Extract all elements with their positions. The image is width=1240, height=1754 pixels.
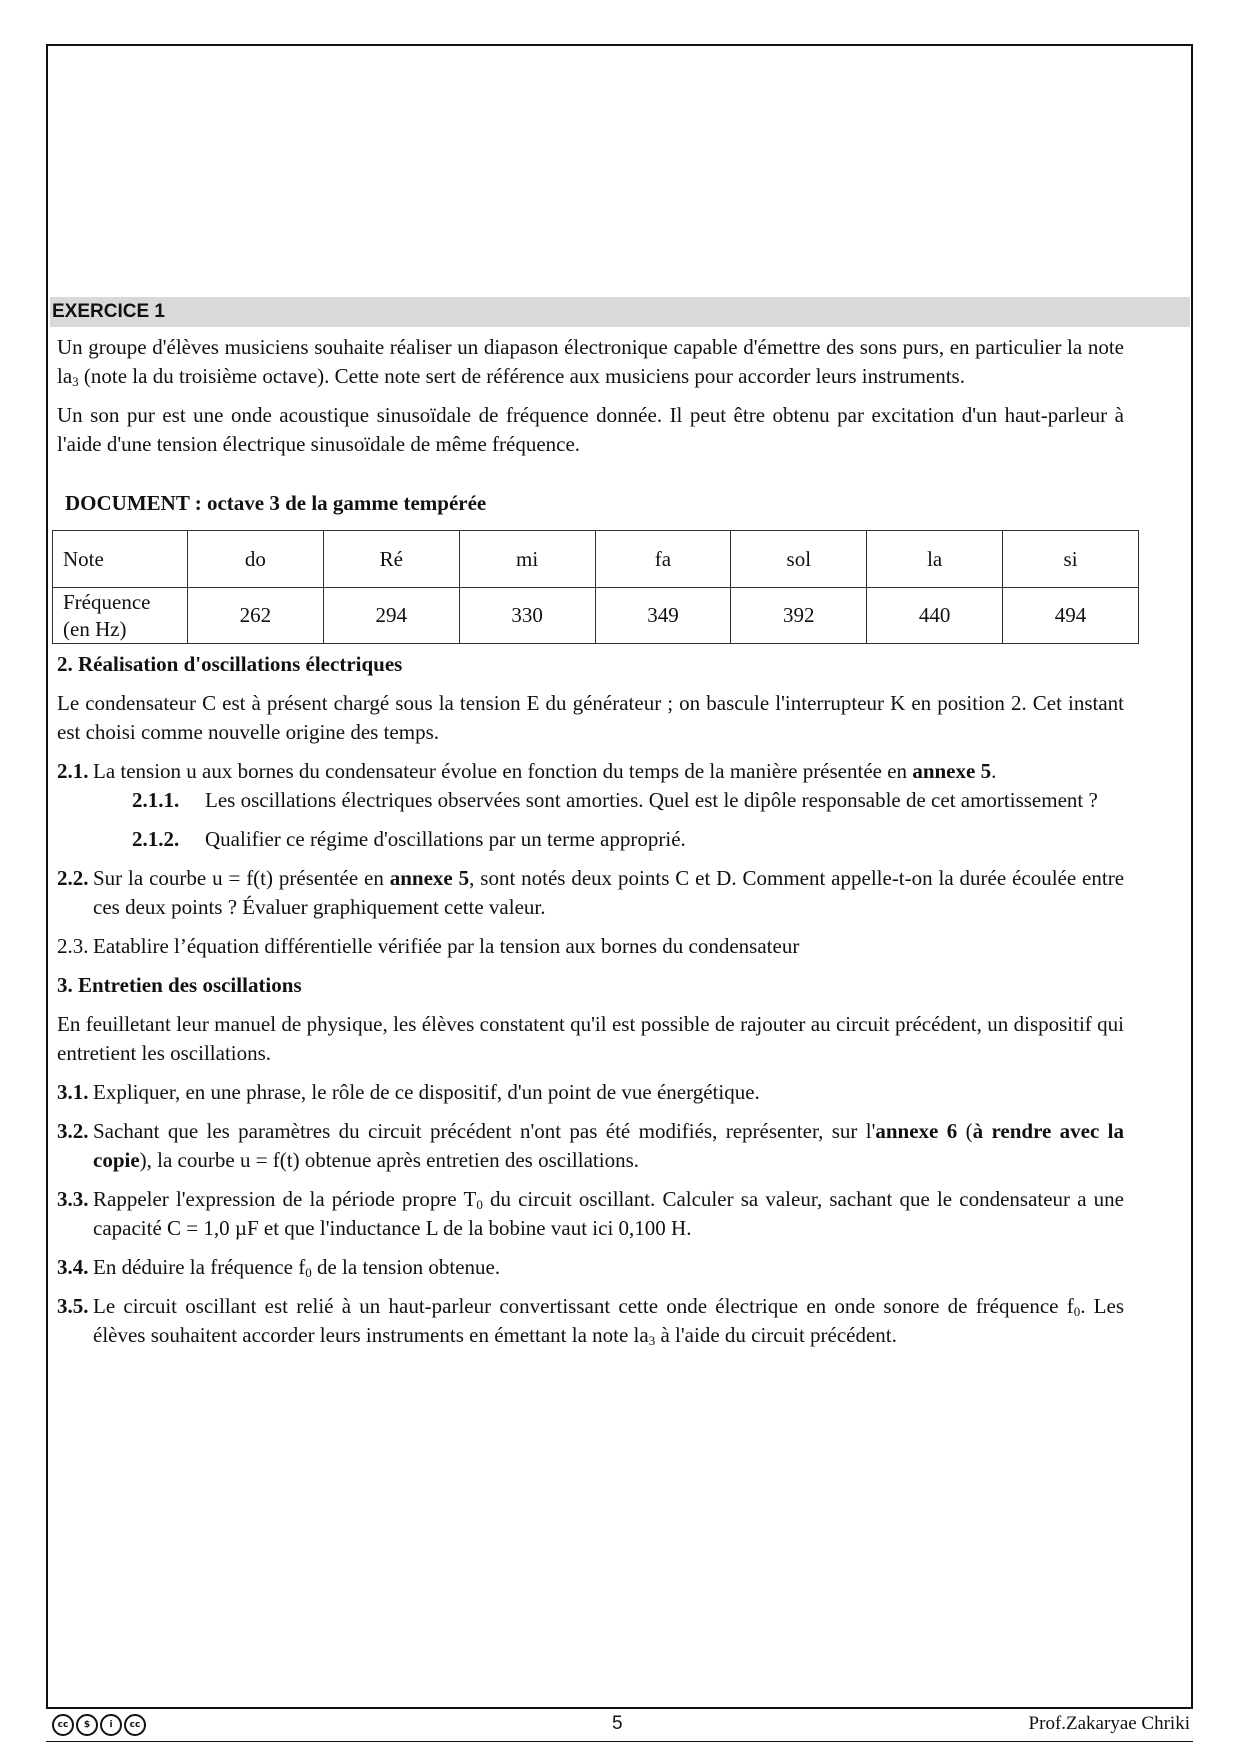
question-number: 3.5. [57, 1294, 89, 1318]
question-3-1: 3.1. Expliquer, en une phrase, le rôle de ce dispositif, d'un point de vue énergétique. [57, 1078, 1124, 1107]
question-2-2: 2.2. Sur la courbe u = f(t) présentée en annexe 5, sont notés deux points C et D. Comment appelle-t-on la durée écoulée entre ces deux points ? Évaluer graphiquement cette valeur. [57, 866, 1125, 919]
attribution-icon: i [100, 1714, 122, 1736]
note-cell: do [188, 531, 324, 588]
question-number: 3.4. [57, 1255, 89, 1279]
note-cell: fa [595, 531, 731, 588]
question-2-3: 2.3. Eatablire l’équation différentielle vérifiée par la tension aux bornes du condensateur [57, 932, 1124, 961]
footer-divider [46, 1741, 1193, 1742]
question-2-1-2: 2.1.2. Qualifier ce régime d'oscillations par un terme approprié. [57, 825, 1124, 854]
question-3-3: 3.3. Rappeler l'expression de la période propre $T_0$ du circuit oscillant. Calculer sa valeur, sachant que le condensateur a une capacité C = 1,0 µF et que l'inductance L de la bobine vaut ici 0,100 H. [57, 1187, 1124, 1240]
question-3-5: 3.5. Le circuit oscillant est relié à un haut-parleur convertissant cette onde électrique en onde sonore de fréquence $f_0$. Les élèves souhaitent accorder leurs instruments en émettant la note $la_3$ à l'aide du circuit précédent. [57, 1294, 1125, 1348]
question-number: 3.3. [57, 1187, 89, 1211]
table-row-header: Note [53, 531, 188, 588]
table-row [53, 531, 1139, 588]
author-name: Prof.Zakaryae Chriki [1028, 1713, 1190, 1734]
frequency-cell: 440 [867, 588, 1003, 644]
frequency-cell: 349 [595, 588, 731, 644]
question-2-1: 2.1. La tension u aux bornes du condensateur évolue en fonction du temps de la manière présentée en annexe 5. [57, 757, 1124, 786]
creative-commons-badge [52, 1714, 146, 1736]
frequency-cell: 494 [1003, 588, 1139, 644]
question-number: 2.3. [57, 934, 89, 958]
frequency-cell: 294 [323, 588, 459, 644]
note-cell: mi [459, 531, 595, 588]
section-3-intro: En feuilletant leur manuel de physique, les élèves constatent qu'il est possible de rajouter au circuit précédent, un dispositif qui entretient les oscillations. [57, 1012, 1124, 1065]
cc-icon: cc [124, 1714, 146, 1736]
section-2-title: 2. Réalisation d'oscillations électriques [57, 652, 403, 676]
question-number: 2.2. [57, 866, 89, 890]
question-number: 3.1. [57, 1080, 89, 1104]
question-number: 2.1.2. [132, 827, 180, 851]
question-number: 2.1.1. [132, 788, 180, 812]
question-number: 3.2. [57, 1119, 89, 1143]
exercise-body [57, 333, 1124, 1350]
frequency-cell: 330 [459, 588, 595, 644]
question-number: 2.1. [57, 759, 89, 783]
question-3-4: 3.4. En déduire la fréquence $f_0$ de la tension obtenue. [57, 1255, 501, 1280]
question-3-2: 3.2. Sachant que les paramètres du circuit précédent n'ont pas été modifiés, représenter, sur l'annexe 6 (à rendre avec la copie), la courbe u = f(t) obtenue après entretien des oscillations. [57, 1119, 1125, 1172]
table-row [53, 588, 1139, 644]
page-number: 5 [612, 1713, 623, 1734]
note-cell: Ré [323, 531, 459, 588]
note-cell: la [867, 531, 1003, 588]
intro-paragraph-1: Un groupe d'élèves musiciens souhaite réaliser un diapason électronique capable d'émettre des sons purs, en particulier la note $la_3$ (note la du troisième octave). Cette note sert de référence aux musiciens pour accorder leurs instruments. [57, 335, 1124, 389]
noncommercial-icon: $ [76, 1714, 98, 1736]
table-row-header: Fréquence (en Hz) [53, 588, 188, 644]
frequency-cell: 392 [731, 588, 867, 644]
question-2-1-1: 2.1.1. Les oscillations électriques observées sont amorties. Quel est le dipôle responsable de cet amortissement ? [57, 786, 1124, 815]
cc-icon: cc [52, 1714, 74, 1736]
note-cell: si [1003, 531, 1139, 588]
section-2-intro: Le condensateur C est à présent chargé sous la tension E du générateur ; on bascule l'interrupteur K en position 2. Cet instant est choisi comme nouvelle origine des temps. [57, 691, 1124, 744]
frequency-table [52, 530, 1139, 644]
document-title: DOCUMENT : octave 3 de la gamme tempérée [65, 491, 487, 515]
section-3-title: 3. Entretien des oscillations [57, 973, 302, 997]
note-cell: sol [731, 531, 867, 588]
frequency-cell: 262 [188, 588, 324, 644]
intro-paragraph-2: Un son pur est une onde acoustique sinusoïdale de fréquence donnée. Il peut être obtenu par excitation d'un haut-parleur à l'aide d'une tension électrique sinusoïdale de même fréquence. [57, 403, 1124, 456]
exercise-title: EXERCICE 1 [50, 297, 1190, 327]
